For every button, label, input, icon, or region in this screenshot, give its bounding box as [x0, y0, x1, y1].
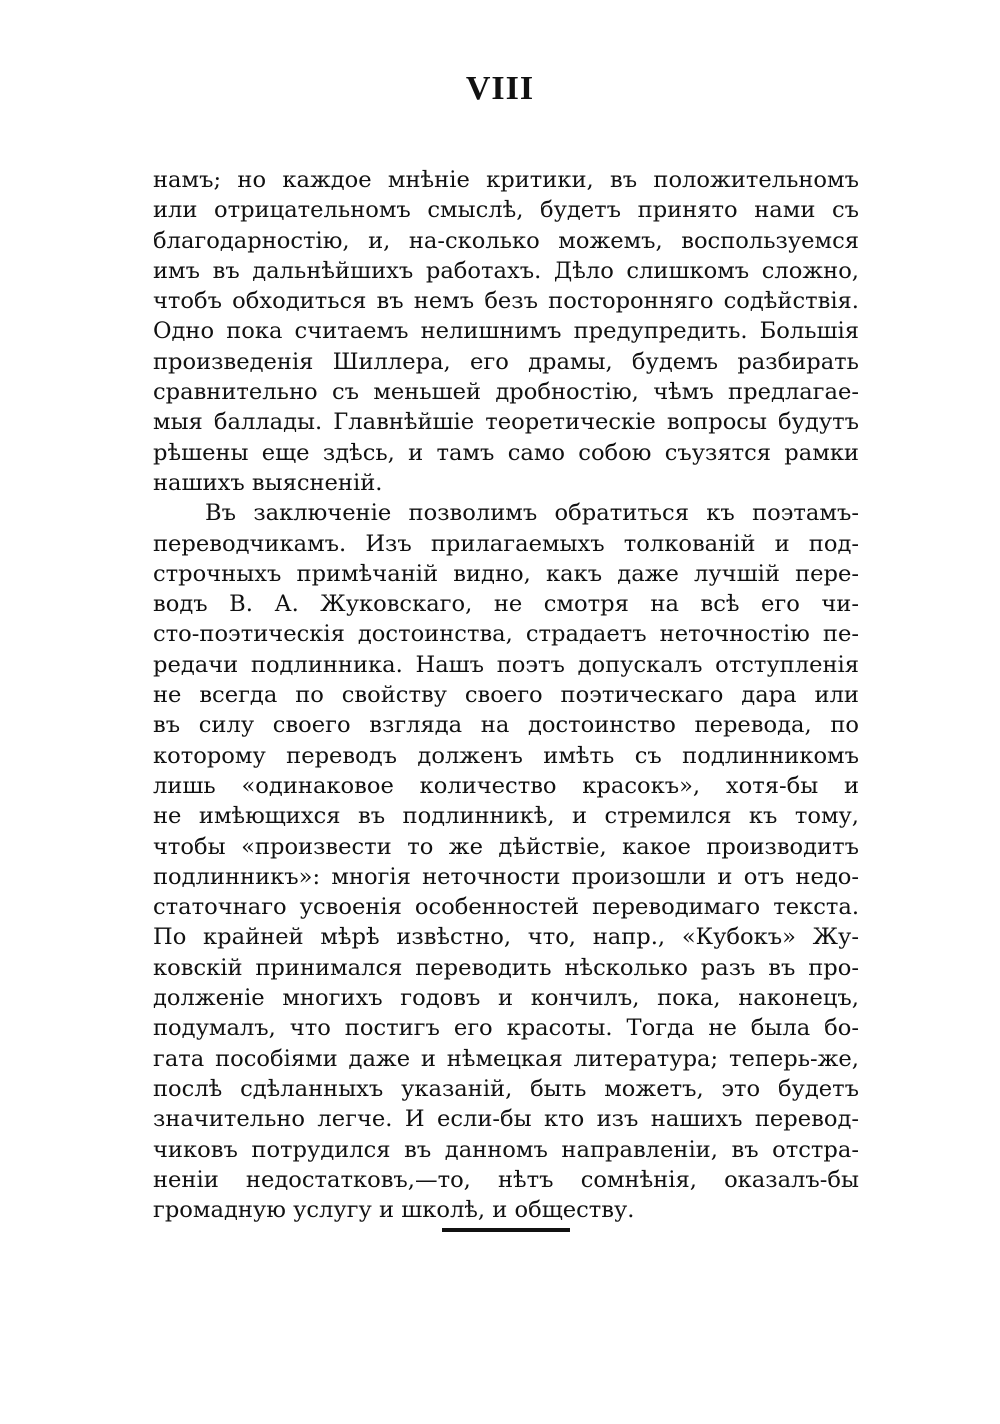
page-number: VIII: [465, 70, 535, 107]
text-line: или отрицательномъ смыслѣ, будетъ принято нами съ: [153, 197, 859, 224]
text-line: лишь «одинаковое количество красокъ», хотя-бы и: [153, 772, 859, 799]
text-line: сто-поэтическія достоинства, страдаетъ неточностію пе-: [153, 621, 859, 648]
text-line: мыя баллады. Главнѣйшіе теоретическіе вопросы будутъ: [153, 409, 859, 436]
text-line: не всегда по свойству своего поэтическаго дара или: [153, 682, 859, 709]
paragraph: [153, 498, 859, 1225]
text-line: намъ; но каждое мнѣніе критики, въ положительномъ: [153, 167, 859, 193]
text-line: громадную услугу и школѣ, и обществу.: [153, 1197, 635, 1224]
text-line: статочнаго усвоенія особенностей переводимаго текста.: [153, 894, 859, 921]
text-line: редачи подлинника. Нашъ поэтъ допускалъ отступленія: [153, 651, 859, 678]
text-line: По крайней мѣрѣ извѣстно, что, напр., «Кубокъ» Жу-: [153, 924, 859, 951]
text-line: въ силу своего взгляда на достоинство перевода, по: [153, 712, 859, 739]
body-text: [153, 165, 859, 1225]
text-line: строчныхъ примѣчаній видно, какъ даже лучшій пере-: [153, 560, 859, 587]
text-line: Въ заключеніе позволимъ обратиться къ поэтамъ-: [205, 500, 859, 527]
text-line: сравнительно съ меньшей дробностію, чѣмъ предлагае-: [153, 379, 859, 406]
text-line: рѣшены еще здѣсь, и тамъ само собою съузятся рамки: [153, 439, 859, 466]
text-line: нашихъ выясненій.: [153, 469, 383, 496]
text-line: произведенія Шиллера, его драмы, будемъ разбирать: [153, 348, 859, 375]
text-line: неніи недостатковъ,—то, нѣтъ сомнѣнія, оказалъ-бы: [153, 1166, 859, 1193]
text-line: долженіе многихъ годовъ и кончилъ, пока, наконецъ,: [153, 985, 859, 1012]
text-line: чиковъ потрудился въ данномъ направленіи, въ отстра-: [153, 1136, 859, 1163]
text-line: Одно пока считаемъ нелишнимъ предупредить. Большія: [153, 318, 859, 345]
section-end-rule: [442, 1228, 570, 1232]
text-line: не имѣющихся въ подлинникѣ, и стремился къ тому,: [153, 803, 859, 830]
text-line: имъ въ дальнѣйшихъ работахъ. Дѣло слишкомъ сложно,: [153, 257, 859, 284]
text-line: чтобъ обходиться въ немъ безъ посторонняго содѣйствія.: [153, 288, 859, 315]
text-line: которому переводъ долженъ имѣть съ подлинникомъ: [153, 742, 859, 769]
paragraph: [153, 165, 859, 498]
text-line: переводчикамъ. Изъ прилагаемыхъ толкованій и под-: [153, 530, 859, 557]
text-line: чтобы «произвести то же дѣйствіе, какое производитъ: [153, 833, 859, 860]
text-line: ковскій принимался переводить нѣсколько разъ въ про-: [153, 954, 859, 981]
text-line: подумалъ, что постигъ его красоты. Тогда не была бо-: [153, 1015, 859, 1042]
text-line: значительно легче. И если-бы кто изъ нашихъ перевод-: [153, 1106, 859, 1133]
text-line: гата пособіями даже и нѣмецкая литература; теперь-же,: [153, 1045, 859, 1072]
text-line: послѣ сдѣланныхъ указаній, быть можетъ, это будетъ: [153, 1075, 859, 1102]
text-line: подлинникъ»: многія неточности произошли и отъ недо-: [153, 863, 859, 890]
text-line: водъ В. А. Жуковскаго, не смотря на всѣ его чи-: [153, 591, 859, 618]
text-line: благодарностію, и, на-сколько можемъ, воспользуемся: [153, 227, 859, 254]
